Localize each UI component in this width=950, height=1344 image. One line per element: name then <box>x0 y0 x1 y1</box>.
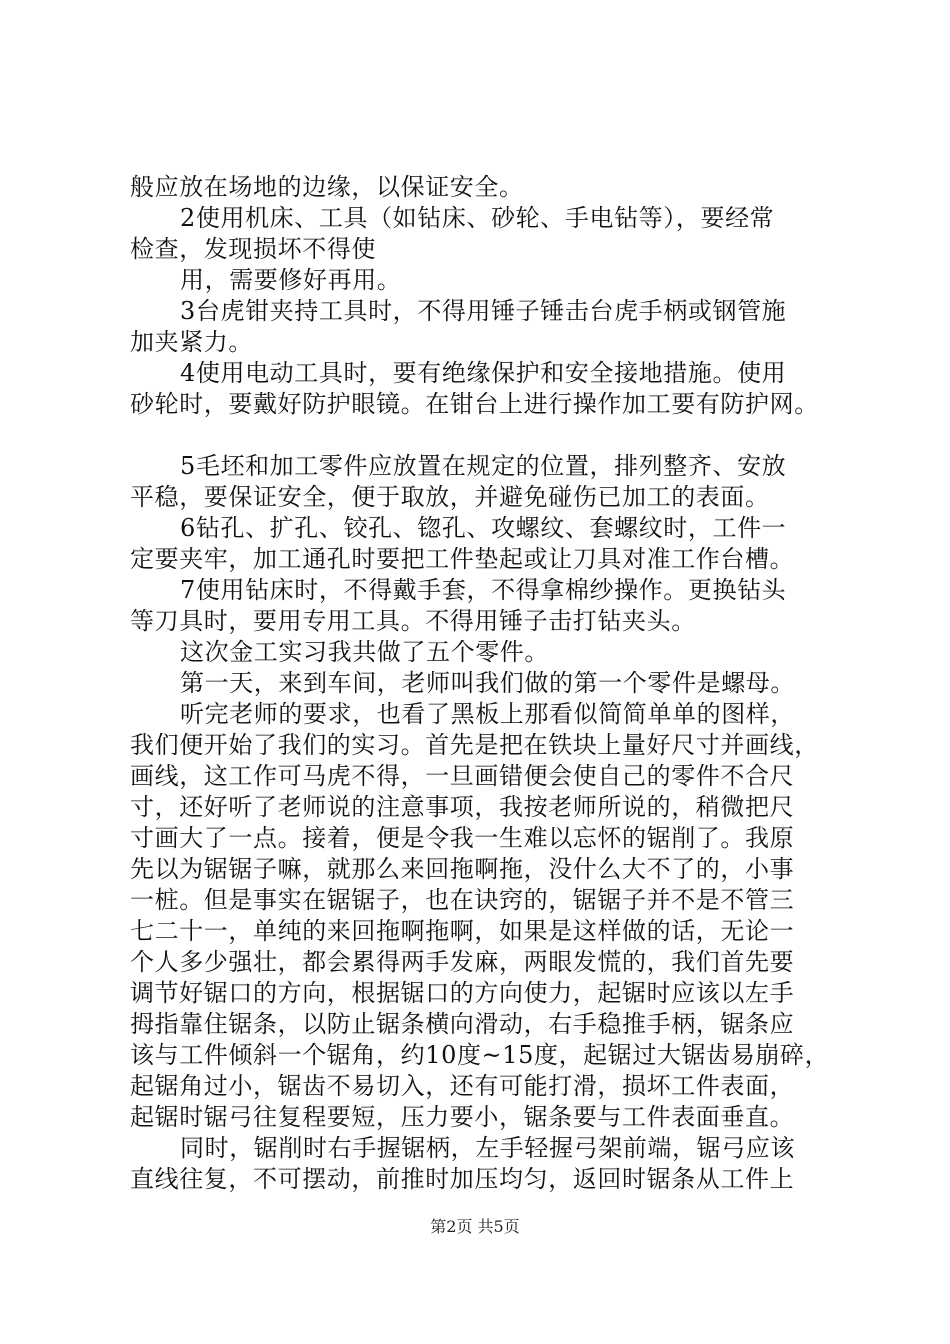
text-line: 一桩。但是事实在锯锯子，也在诀窍的，锯锯子并不是不管三 <box>130 886 795 914</box>
text-line: 调节好锯口的方向，根据锯口的方向使力，起锯时应该以左手 <box>130 979 795 1007</box>
paragraph-gap <box>130 420 860 451</box>
text-line: 寸，还好听了老师说的注意事项，我按老师所说的，稍微把尺 <box>130 793 795 821</box>
text-line: 3台虎钳夹持工具时，不得用锤子锤击台虎手柄或钢管施 <box>180 297 787 325</box>
text-line: 加夹紧力。 <box>130 328 253 356</box>
text-line: 平稳，要保证安全，便于取放，并避免碰伤已加工的表面。 <box>130 483 770 511</box>
text-line: 起锯角过小，锯齿不易切入，还有可能打滑，损坏工件表面， <box>130 1072 795 1100</box>
text-line: 般应放在场地的边缘，以保证安全。 <box>130 173 524 201</box>
text-line: 等刀具时，要用专用工具。不得用锤子击打钻夹头。 <box>130 607 696 635</box>
text-line: 个人多少强壮，都会累得两手发麻，两眼发慌的，我们首先要 <box>130 948 795 976</box>
text-line: 画线，这工作可马虎不得，一旦画错便会使自己的零件不合尺 <box>130 762 795 790</box>
text-line: 起锯时锯弓往复程要短，压力要小，锯条要与工件表面垂直。 <box>130 1103 795 1131</box>
text-line: 该与工件倾斜一个锯角，约10度~15度，起锯过大锯齿易崩碎， <box>130 1041 830 1069</box>
page-number: 第2页 共5页 <box>430 1217 520 1236</box>
text-line: 同时，锯削时右手握锯柄，左手轻握弓架前端，锯弓应该 <box>180 1134 795 1162</box>
text-line: 4使用电动工具时，要有绝缘保护和安全接地措施。使用 <box>180 359 787 387</box>
text-line: 5毛坯和加工零件应放置在规定的位置，排列整齐、安放 <box>180 452 787 480</box>
text-line: 寸画大了一点。接着，便是令我一生难以忘怀的锯削了。我原 <box>130 824 795 852</box>
text-line: 2使用机床、工具（如钻床、砂轮、手电钻等），要经常 <box>180 204 775 232</box>
text-line: 拇指靠住锯条，以防止锯条横向滑动，右手稳推手柄，锯条应 <box>130 1010 795 1038</box>
text-line: 这次金工实习我共做了五个零件。 <box>180 638 549 666</box>
text-line: 检查，发现损坏不得使 <box>130 235 376 263</box>
text-line: 听完老师的要求，也看了黑板上那看似简简单单的图样， <box>180 700 795 728</box>
text-line: 6钻孔、扩孔、铰孔、锪孔、攻螺纹、套螺纹时，工件一 <box>180 514 787 542</box>
text-line: 砂轮时，要戴好防护眼镜。在钳台上进行操作加工要有防护网。 <box>130 390 819 418</box>
text-line: 我们便开始了我们的实习。首先是把在铁块上量好尺寸并画线， <box>130 731 819 759</box>
text-line: 用，需要修好再用。 <box>180 266 402 294</box>
text-line: 先以为锯锯子嘛，就那么来回拖啊拖，没什么大不了的，小事 <box>130 855 795 883</box>
text-line: 七二十一，单纯的来回拖啊拖啊，如果是这样做的话，无论一 <box>130 917 795 945</box>
page-footer <box>0 1217 950 1237</box>
text-line: 定要夹牢，加工通孔时要把工件垫起或让刀具对准工作台槽。 <box>130 545 795 573</box>
text-line: 7使用钻床时，不得戴手套，不得拿棉纱操作。更换钻头 <box>180 576 787 604</box>
text-line: 第一天，来到车间，老师叫我们做的第一个零件是螺母。 <box>180 669 795 697</box>
body-text <box>130 172 860 1195</box>
text-line: 直线往复，不可摆动，前推时加压均匀，返回时锯条从工件上 <box>130 1165 795 1193</box>
